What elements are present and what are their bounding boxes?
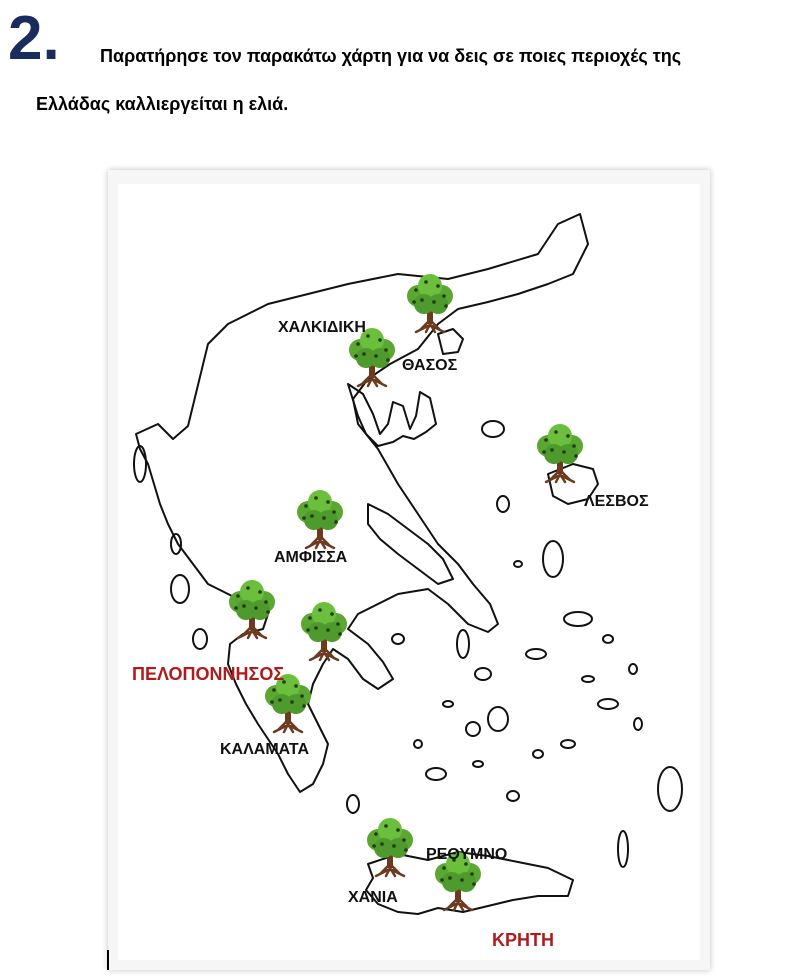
- andros-outline: [457, 630, 469, 658]
- olive-tree-icon: [537, 424, 583, 482]
- islet-7: [414, 740, 422, 748]
- thasos-outline: [438, 329, 463, 354]
- zakynthos-outline: [193, 629, 207, 649]
- islet-4: [561, 740, 575, 748]
- islet-2: [629, 664, 637, 674]
- milos-outline: [426, 768, 446, 780]
- karpathos-outline: [618, 831, 628, 867]
- olive-tree-icon: [367, 818, 413, 876]
- kos-outline: [598, 699, 618, 709]
- aegina-outline: [392, 634, 404, 644]
- islet-1: [603, 635, 613, 643]
- islet-3: [582, 676, 594, 682]
- greece-map: [118, 184, 700, 960]
- kefalonia-outline: [171, 575, 189, 603]
- label-lesvos: ΛΕΣΒΟΣ: [584, 493, 649, 510]
- instruction-line-2: Ελλάδας καλλιεργείται η ελιά.: [36, 94, 289, 114]
- label-amfissa: ΑΜΦΙΣΣΑ: [274, 549, 348, 566]
- olive-tree-icon: [407, 274, 453, 332]
- ikaria-outline: [526, 649, 546, 659]
- islet-10: [473, 761, 483, 767]
- paros-outline: [466, 722, 480, 736]
- islet-8: [634, 718, 642, 730]
- map-frame: [108, 170, 710, 970]
- chalkidiki-outline: [348, 384, 436, 446]
- islet-6: [443, 701, 453, 707]
- naxos-outline: [488, 707, 508, 731]
- question-number: 2.: [8, 4, 60, 73]
- olive-tree-icon: [229, 580, 275, 638]
- lemnos-outline: [482, 421, 504, 437]
- coastline: [134, 214, 682, 914]
- tinos-outline: [475, 668, 491, 680]
- text-cursor: [107, 950, 109, 970]
- olive-tree-icon: [349, 328, 395, 386]
- evia-outline: [368, 504, 453, 584]
- label-peloponnisos: ΠΕΛΟΠΟΝΝΗΣΟΣ: [132, 664, 285, 684]
- mainland-outline: [136, 214, 588, 792]
- label-chania: ΧΑΝΙΑ: [348, 889, 398, 906]
- chios-outline: [543, 541, 563, 577]
- label-kalamata: ΚΑΛΑΜΑΤΑ: [220, 741, 310, 758]
- olive-tree-icon: [297, 490, 343, 548]
- corfu-outline: [134, 446, 146, 482]
- label-rethymno: ΡΕΘΥΜΝΟ: [426, 846, 508, 863]
- label-thasos: ΘΑΣΟΣ: [402, 357, 458, 374]
- kythira-outline: [347, 795, 359, 813]
- rhodes-outline: [658, 767, 682, 811]
- olive-tree-icon: [301, 602, 347, 660]
- label-chalkidiki: ΧΑΛΚΙΔΙΚΗ: [278, 319, 366, 336]
- santorini-outline: [507, 791, 519, 801]
- skyros-outline: [497, 496, 509, 512]
- islet-9: [514, 561, 522, 567]
- label-kriti: ΚΡΗΤΗ: [492, 930, 554, 950]
- instruction-line-1: Παρατήρησε τον παρακάτω χάρτη για να δεις σε ποιες περιοχές της: [100, 46, 682, 66]
- islet-5: [533, 750, 543, 758]
- map-canvas: [118, 184, 700, 960]
- lefkada-outline: [171, 534, 181, 554]
- samos-outline: [564, 612, 592, 626]
